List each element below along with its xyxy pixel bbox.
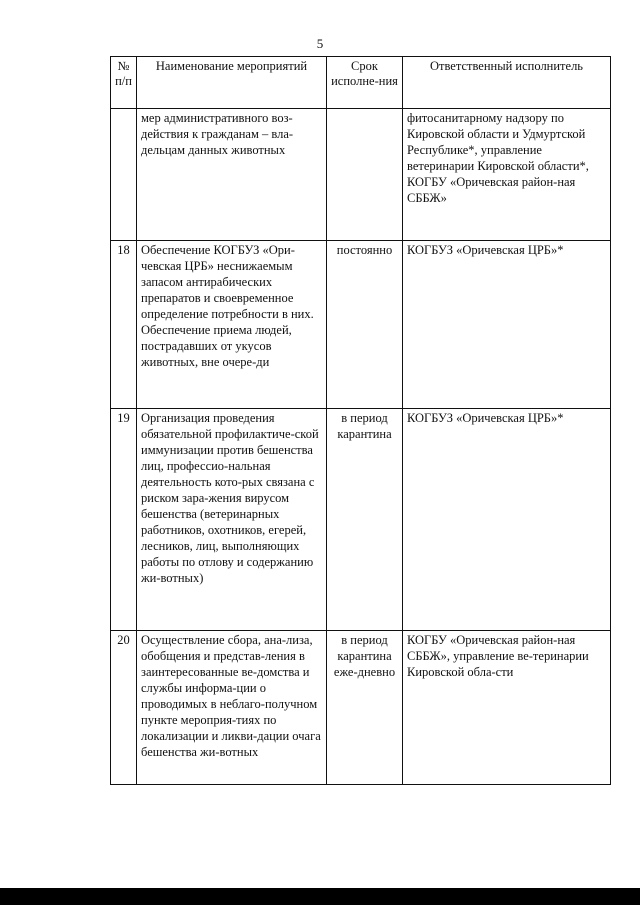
- row-responsible: КОГБУЗ «Оричевская ЦРБ»*: [403, 241, 611, 409]
- table-row: [111, 631, 611, 785]
- scan-border-bar: [0, 888, 640, 905]
- table-row: [111, 409, 611, 631]
- table-header-row: [111, 57, 611, 109]
- row-num: 20: [111, 631, 137, 785]
- row-num: 18: [111, 241, 137, 409]
- header-name: Наименование мероприятий: [137, 57, 327, 109]
- row-num: 19: [111, 409, 137, 631]
- events-table: [110, 56, 611, 785]
- row-responsible: КОГБУЗ «Оричевская ЦРБ»*: [403, 409, 611, 631]
- row-term: [327, 109, 403, 241]
- row-responsible: КОГБУ «Оричевская район-ная СББЖ», управление ве-теринарии Кировской обла-сти: [403, 631, 611, 785]
- row-name: мер административного воз-действия к гражданам – вла-дельцам данных животных: [137, 109, 327, 241]
- header-num: № п/п: [111, 57, 137, 109]
- page-number: 5: [316, 36, 324, 51]
- table-row: [111, 241, 611, 409]
- row-name: Организация проведения обязательной профилактиче-ской иммунизации против бешенства лиц, профессио-нальная деятельность кото-рых связана с риском зара-жения вирусом бешенства (ветеринарных работников, охотников, егерей, лесников, лиц, выполняющих работы по отлову и содержанию жи-вотных): [137, 409, 327, 631]
- row-term: в период карантина: [327, 409, 403, 631]
- row-num: [111, 109, 137, 241]
- row-term: постоянно: [327, 241, 403, 409]
- row-name: Осуществление сбора, ана-лиза, обобщения и представ-ления в заинтересованные ве-домства и службы информа-ции о проводимых в неблаго-получном пункте мероприя-тиях по локализации и ликви-дации очага бешенства жи-вотных: [137, 631, 327, 785]
- header-responsible: Ответственный исполнитель: [403, 57, 611, 109]
- header-term: Срок исполне-ния: [327, 57, 403, 109]
- row-responsible: фитосанитарному надзору по Кировской области и Удмуртской Республике*, управление ветеринарии Кировской области*, КОГБУ «Оричевская район-ная СББЖ»: [403, 109, 611, 241]
- table-row: [111, 109, 611, 241]
- row-name: Обеспечение КОГБУЗ «Ори-чевская ЦРБ» неснижаемым запасом антирабических препаратов и своевременное определение потребности в них. Обеспечение приема людей, пострадавших от укусов животных, вне очере-ди: [137, 241, 327, 409]
- row-term: в период карантина еже-дневно: [327, 631, 403, 785]
